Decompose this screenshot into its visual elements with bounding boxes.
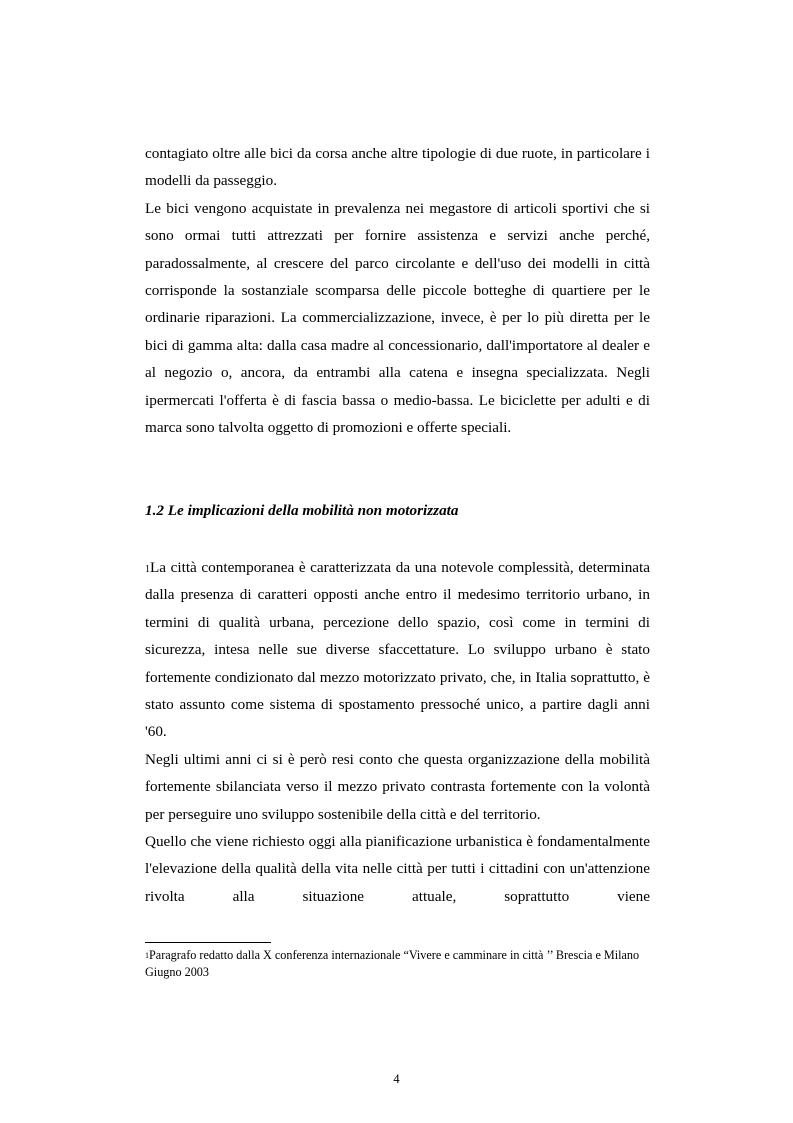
paragraph-text: La città contemporanea è caratterizzata da una notevole complessità, determinata dalla presenza di caratteri opposti anche entro il medesimo territorio urbano, in termini di qualità urbana, percezione dello spazio, così come in termini di sicurezza, intesa nelle sue diverse sfaccettature. Lo sviluppo urbano è stato fortemente condizionato dal mezzo motorizzato privato, che, in Italia soprattutto, è stato assunto come sistema di spostamento pressoché unico, a partire dagli anni '60. (145, 559, 650, 741)
footnote-separator (145, 942, 271, 943)
paragraph: contagiato oltre alle bici da corsa anche altre tipologie di due ruote, in particolare i modelli da passeggio. (145, 145, 650, 190)
paragraph (145, 554, 650, 746)
body-text-bottom (145, 554, 650, 910)
body-text-top (145, 140, 650, 441)
footnote-number: 1 (145, 951, 149, 960)
page-number: 4 (393, 1072, 400, 1086)
footnote (145, 947, 650, 981)
footnote-text: Paragrafo redatto dalla X conferenza internazionale “Vivere e camminare in città ’’ Brescia e Milano Giugno 2003 (145, 948, 640, 979)
footnote-reference[interactable]: 1 (145, 564, 150, 575)
section-heading: 1.2 Le implicazioni della mobilità non motorizzata (145, 502, 459, 519)
paragraph: Negli ultimi anni ci si è però resi conto che questa organizzazione della mobilità fortemente sbilanciata verso il mezzo privato contrasta fortemente con la volontà per perseguire uno sviluppo sostenibile della città e del territorio. (145, 750, 650, 823)
paragraph: Le bici vengono acquistate in prevalenza nei megastore di articoli sportivi che si sono ormai tutti attrezzati per fornire assistenza e servizi anche perché, paradossalmente, al crescere del parco circolante e dell'uso dei modelli in città corrisponde la sostanziale scomparsa delle piccole botteghe di quartiere per le ordinarie riparazioni. La commercializzazione, invece, è per lo più diretta per le bici di gamma alta: dalla casa madre al concessionario, dall'importatore al dealer e al negozio o, ancora, da entrambi alla catena e insegna specializzata. Negli ipermercati l'offerta è di fascia bassa o medio-bassa. Le biciclette per adulti e di marca sono talvolta oggetto di promozioni e offerte speciali. (145, 199, 650, 437)
paragraph: Quello che viene richiesto oggi alla pianificazione urbanistica è fondamentalmente l'elevazione della qualità della vita nelle città per tutti i cittadini con un'attenzione rivolta alla situazione attuale, soprattutto viene (145, 833, 650, 905)
